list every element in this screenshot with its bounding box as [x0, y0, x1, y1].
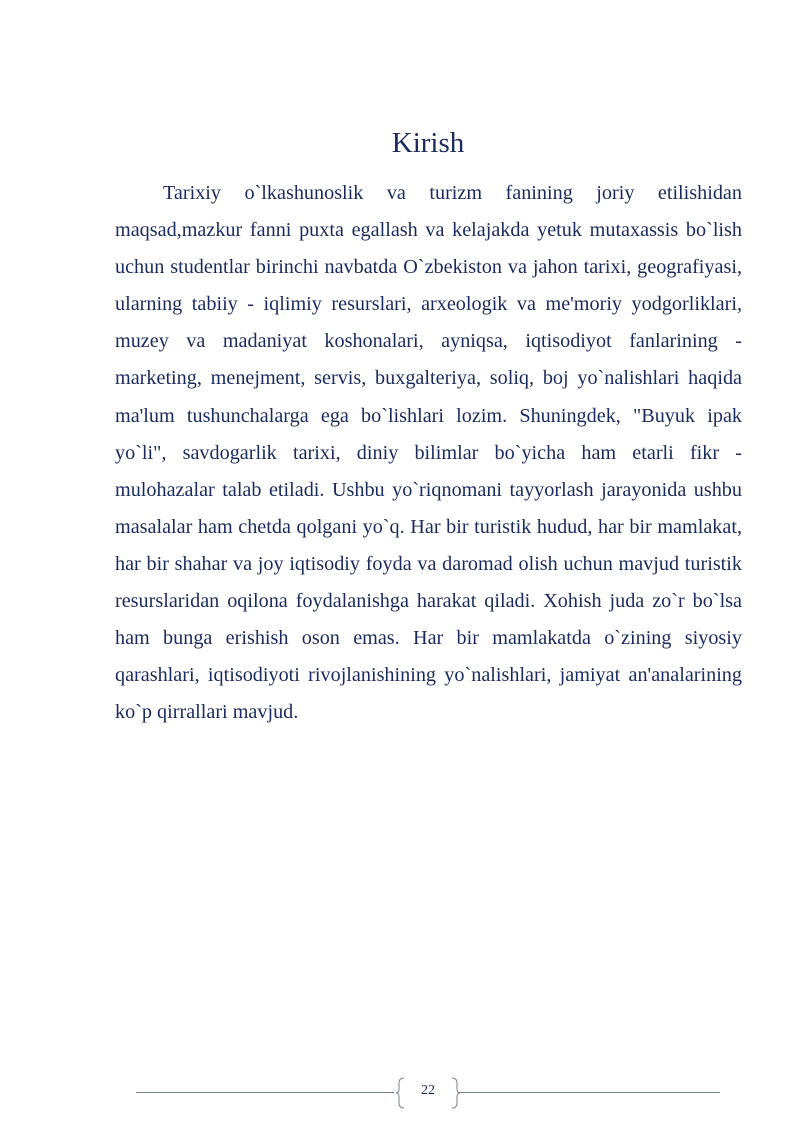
- page-number: 22: [421, 1083, 435, 1098]
- paragraph-text: Tarixiy o`lkashunoslik va turizm fanining joriy etilishidan maqsad,mazkur fanni puxta egallash va kelajakda yetuk mutaxassis bo`lish uchun studentlar birinchi navbatda O`zbekiston va jahon tarixi, geografiyasi, ularning tabiiy - iqlimiy resurslari, arxeologik va me'moriy yodgorliklari, muzey va madaniyat koshonalari, ayniqsa, iqtisodiyot fanlarining - marketing, menejment, servis, buxgalteriya, soliq, boj yo`nalishlari haqida ma'lum tushunchalarga ega bo`lishlari lozim. Shuningdek, "Buyuk ipak yo`li", savdogarlik tarixi, diniy bilimlar bo`yicha ham etarli fikr - mulohazalar talab etiladi. Ushbu yo`riqnomani tayyorlash jarayonida ushbu masalalar ham chetda qolgani yo`q. Har bir turistik hudud, har bir mamlakat, har bir shahar va joy iqtisodiy foyda va daromad olish uchun mavjud turistik resurslaridan oqilona foydalanishga harakat qiladi. Xohish juda zo`r bo`lsa ham bunga erishish oson emas. Har bir mamlakatda o`zining siyosiy qarashlari, iqtisodiyoti rivojlanishining yo`nalishlari, jamiyat an'analarining ko`p qirrallari mavjud.: [115, 182, 742, 724]
- page-title: Kirish: [391, 127, 465, 159]
- body-paragraph: [115, 175, 742, 731]
- footer-rule-right: [458, 1092, 720, 1093]
- footer-rule-left: [136, 1092, 394, 1093]
- page-footer: [136, 1076, 720, 1110]
- page-number-brace: [396, 1076, 460, 1110]
